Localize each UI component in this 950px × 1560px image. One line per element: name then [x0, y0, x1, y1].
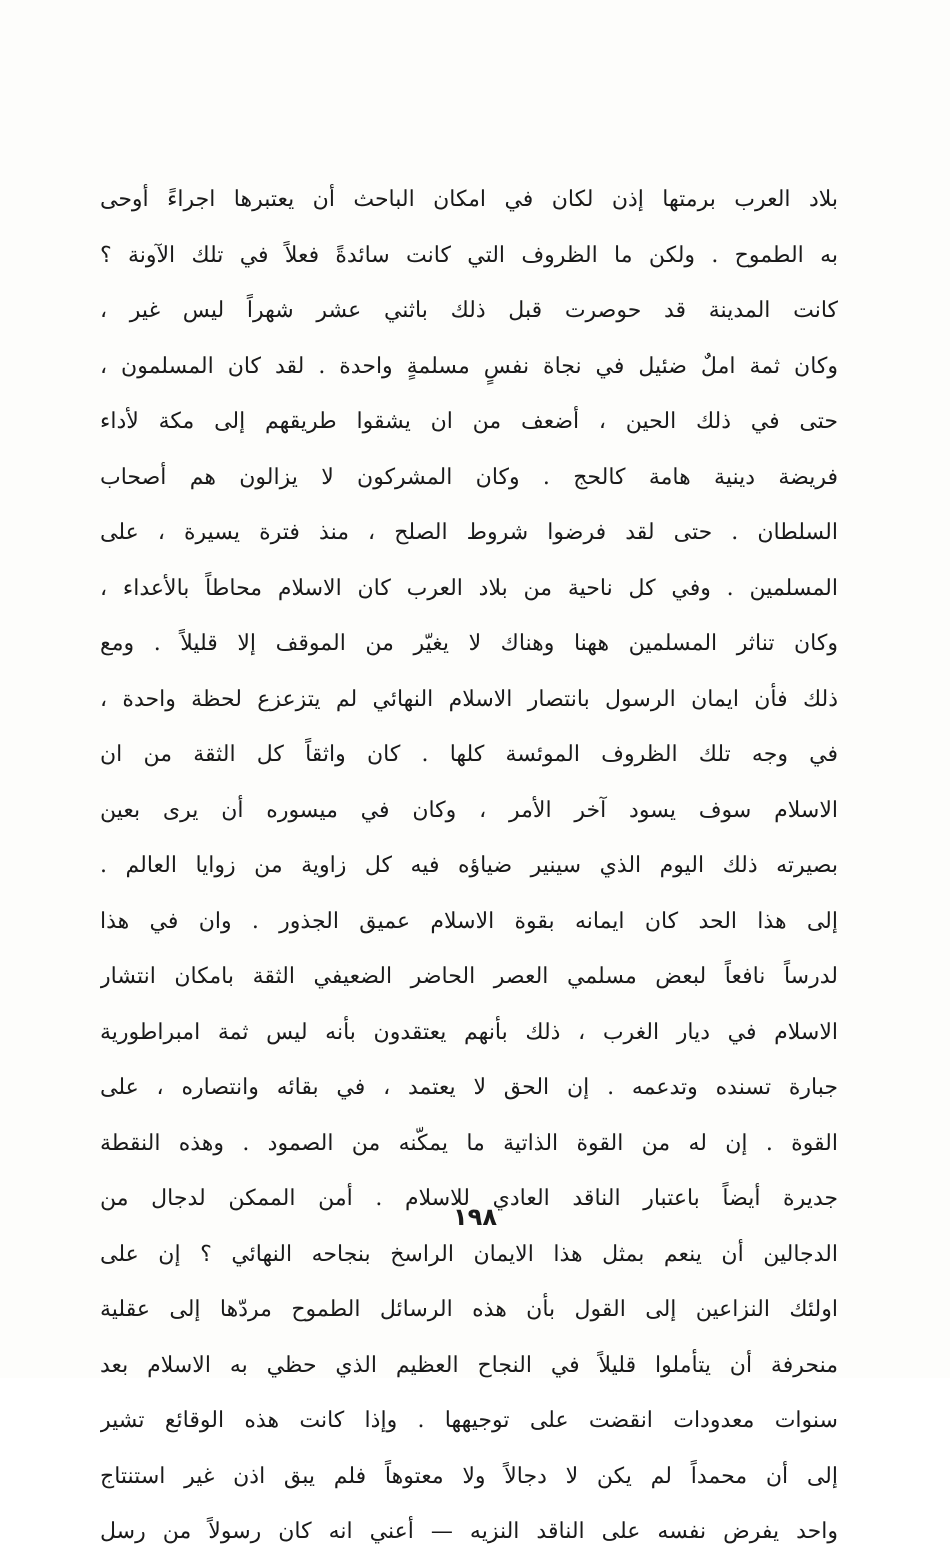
text-line: كانت المدينة قد حوصرت قبل ذلك باثني عشر شهراً ليس غير ،: [100, 298, 838, 323]
text-line: بلاد العرب برمتها إذن لكان في امكان الباحث أن يعتبرها اجراءً أوحى: [100, 187, 838, 212]
body-text: [100, 172, 838, 1560]
text-line: منحرفة أن يتأملوا قليلاً في النجاح العظيم الذي حظي به الاسلام بعد: [100, 1352, 838, 1378]
text-line: المسلمين . وفي كل ناحية من بلاد العرب كان الاسلام محاطاً بالأعداء ،: [100, 575, 838, 601]
text-line: الاسلام سوف يسود آخر الأمر ، وكان في ميسوره أن يرى بعين: [100, 797, 838, 823]
text-line: لدرساً نافعاً لبعض مسلمي العصر الحاضر الضعيفي الثقة بامكان انتشار: [100, 964, 838, 989]
text-line: في وجه تلك الظروف الموئسة كلها . كان واثقاً كل الثقة من ان: [100, 742, 838, 767]
page-number: ١٩٨: [453, 1203, 497, 1231]
text-line: جديرة أيضاً باعتبار الناقد العادي للاسلام . أمن الممكن لدجال من: [100, 1186, 838, 1211]
text-line: الاسلام في ديار الغرب ، ذلك بأنهم يعتقدون بأنه ليس ثمة امبراطورية: [100, 1019, 838, 1045]
text-line: إلى هذا الحد كان ايمانه بقوة الاسلام عميق الجذور . وان في هذا: [100, 908, 838, 934]
text-line: اولئك النزاعين إلى القول بأن هذه الرسائل الطموح مردّها إلى عقلية: [100, 1297, 838, 1322]
text-line: به الطموح . ولكن ما الظروف التي كانت سائدةً فعلاً في تلك الآونة ؟: [100, 242, 838, 268]
text-line: فريضة دينية هامة كالحج . وكان المشركون لا يزالون هم أصحاب: [100, 464, 838, 490]
text-line: سنوات معدودات انقضت على توجيهها . وإذا كانت هذه الوقائع تشير: [100, 1408, 838, 1433]
text-line: السلطان . حتى لقد فرضوا شروط الصلح ، منذ فترة يسيرة ، على: [100, 520, 838, 545]
text-line: وكان تناثر المسلمين ههنا وهناك لا يغيّر من الموقف إلا قليلاً . ومع: [100, 631, 838, 656]
text-line: إلى أن محمداً لم يكن لا دجالاً ولا معتوهاً فلم يبق اذن غير استنتاج: [100, 1463, 838, 1489]
text-line: ذلك فأن ايمان الرسول بانتصار الاسلام النهائي لم يتزعزع لحظة واحدة ،: [100, 686, 838, 712]
text-line: القوة . إن له من القوة الذاتية ما يمكّنه من الصمود . وهذه النقطة: [100, 1130, 838, 1156]
text-line: جبارة تسنده وتدعمه . إن الحق لا يعتمد ، في بقائه وانتصاره ، على: [100, 1075, 838, 1100]
text-line: وكان ثمة املٌ ضئيل في نجاة نفسٍ مسلمةٍ واحدة . لقد كان المسلمون ،: [100, 353, 838, 379]
text-line: الدجالين أن ينعم بمثل هذا الايمان الراسخ بنجاحه النهائي ؟ إن على: [100, 1241, 838, 1267]
text-line: بصيرته ذلك اليوم الذي سينير ضياؤه فيه كل زاوية من زوايا العالم .: [100, 853, 838, 878]
text-line: حتى في ذلك الحين ، أضعف من ان يشقوا طريقهم إلى مكة لأداء: [100, 409, 838, 434]
text-line: واحد يفرض نفسه على الناقد النزيه — أعني انه كان رسولاً من رسل: [100, 1519, 838, 1544]
